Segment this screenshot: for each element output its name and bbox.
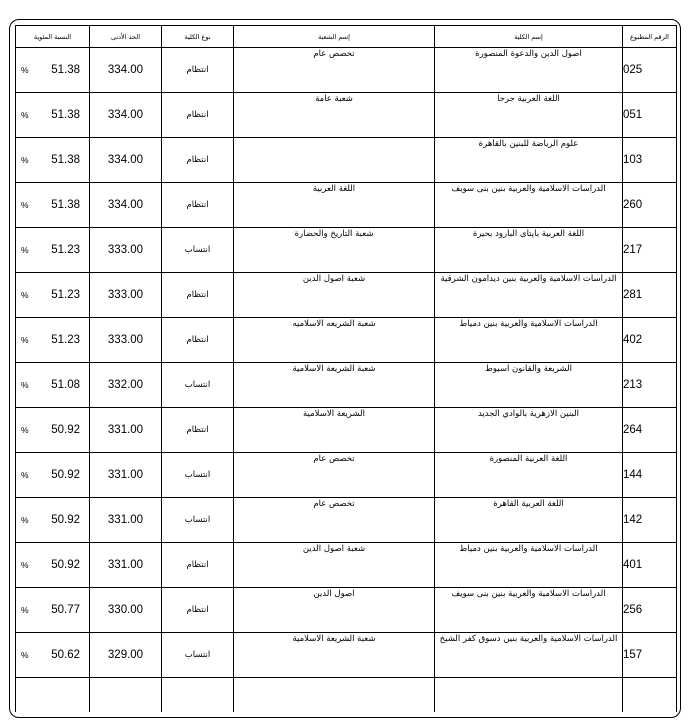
- percent-sign: %: [21, 155, 29, 165]
- percentage-value: 51.38: [51, 154, 80, 166]
- table-row: [16, 543, 677, 588]
- cell-college: اللغة العربية المنصورة: [435, 453, 623, 498]
- cell-college: اللغة العربية جرجا: [435, 93, 623, 138]
- cell-dept: اللغة العربية: [234, 183, 435, 228]
- cell-college: الدراسات الاسلامية والعربية بنين دسوق كفر الشيخ: [435, 633, 623, 678]
- percentage-wrap: [16, 244, 89, 256]
- cell-code: 103: [623, 138, 677, 183]
- cell-percentage: [16, 228, 90, 273]
- cell-dept: تخصص عام: [234, 48, 435, 93]
- filler-cell: [623, 678, 677, 713]
- cell-dept: الشريعة الاسلامية: [234, 408, 435, 453]
- cell-code: 144: [623, 453, 677, 498]
- cell-college: اللغة العربية بايتاى البارود بحيرة: [435, 228, 623, 273]
- percentage-value: 50.92: [51, 514, 80, 526]
- percentage-value: 51.23: [51, 289, 80, 301]
- cell-college: الدراسات الاسلامية والعربية بنين بنى سويف: [435, 588, 623, 633]
- header-college: إسم الكلية: [435, 26, 623, 48]
- cell-percentage: [16, 498, 90, 543]
- percentage-value: 50.92: [51, 424, 80, 436]
- cell-min-score: 332.00: [90, 363, 162, 408]
- cell-dept: تخصص عام: [234, 453, 435, 498]
- cell-min-score: 330.00: [90, 588, 162, 633]
- table-filler-row: [16, 678, 677, 713]
- table-row: [16, 453, 677, 498]
- cell-college-type: انتظام: [162, 543, 234, 588]
- percentage-wrap: [16, 109, 89, 121]
- percent-sign: %: [21, 65, 29, 75]
- table-row: [16, 138, 677, 183]
- cell-college-type: انتظام: [162, 588, 234, 633]
- cell-college: الدراسات الاسلامية والعربية بنين دمياط: [435, 543, 623, 588]
- cell-dept: [234, 138, 435, 183]
- cell-college: اصول الدين والدعوة المنصورة: [435, 48, 623, 93]
- cell-code: 402: [623, 318, 677, 363]
- percent-sign: %: [21, 335, 29, 345]
- table-row: [16, 273, 677, 318]
- cell-percentage: [16, 273, 90, 318]
- cell-percentage: [16, 183, 90, 228]
- header-row: [16, 26, 677, 48]
- cell-percentage: [16, 48, 90, 93]
- percentage-value: 50.92: [51, 559, 80, 571]
- cell-percentage: [16, 318, 90, 363]
- cell-code: 264: [623, 408, 677, 453]
- filler-cell: [234, 678, 435, 713]
- percent-sign: %: [21, 200, 29, 210]
- percentage-wrap: [16, 289, 89, 301]
- percentage-wrap: [16, 649, 89, 661]
- cell-college-type: انتظام: [162, 318, 234, 363]
- cell-college-type: انتظام: [162, 183, 234, 228]
- cell-percentage: [16, 408, 90, 453]
- percentage-wrap: [16, 514, 89, 526]
- cell-dept: شعبة الشريعة الاسلامية: [234, 363, 435, 408]
- table-body: [16, 48, 677, 713]
- percent-sign: %: [21, 560, 29, 570]
- cell-code: 213: [623, 363, 677, 408]
- percentage-value: 51.38: [51, 109, 80, 121]
- cell-code: 401: [623, 543, 677, 588]
- percentage-wrap: [16, 424, 89, 436]
- cell-college-type: انتظام: [162, 138, 234, 183]
- header-code: الرقم المطبوع: [623, 26, 677, 48]
- cell-college: علوم الرياضة للبنين بالقاهرة: [435, 138, 623, 183]
- percent-sign: %: [21, 470, 29, 480]
- cell-code: 157: [623, 633, 677, 678]
- cell-code: 025: [623, 48, 677, 93]
- cell-college: الدراسات الاسلامية والعربية بنين ديدامون الشرقية: [435, 273, 623, 318]
- cell-dept: شعبة الشريعه الاسلاميه: [234, 318, 435, 363]
- cell-college: الدراسات الاسلامية والعربية بنين دمياط: [435, 318, 623, 363]
- table-row: [16, 633, 677, 678]
- cell-min-score: 331.00: [90, 408, 162, 453]
- filler-cell: [90, 678, 162, 713]
- percent-sign: %: [21, 245, 29, 255]
- table-row: [16, 228, 677, 273]
- cell-college: الشريعة والقانون اسيوط: [435, 363, 623, 408]
- percent-sign: %: [21, 650, 29, 660]
- percentage-wrap: [16, 604, 89, 616]
- cell-percentage: [16, 138, 90, 183]
- cell-percentage: [16, 633, 90, 678]
- percentage-value: 51.38: [51, 199, 80, 211]
- percent-sign: %: [21, 110, 29, 120]
- percentage-wrap: [16, 154, 89, 166]
- percentage-wrap: [16, 469, 89, 481]
- cell-code: 051: [623, 93, 677, 138]
- table-row: [16, 588, 677, 633]
- filler-cell: [16, 678, 90, 713]
- cell-college-type: انتظام: [162, 273, 234, 318]
- table-row: [16, 363, 677, 408]
- cell-percentage: [16, 543, 90, 588]
- header-min-score: الحد الأدنى: [90, 26, 162, 48]
- percentage-value: 50.92: [51, 469, 80, 481]
- cell-code: 260: [623, 183, 677, 228]
- percentage-value: 50.62: [51, 649, 80, 661]
- cell-min-score: 334.00: [90, 183, 162, 228]
- header-college-type: نوع الكلية: [162, 26, 234, 48]
- cell-min-score: 334.00: [90, 48, 162, 93]
- cell-percentage: [16, 588, 90, 633]
- percent-sign: %: [21, 515, 29, 525]
- cell-college-type: انتظام: [162, 93, 234, 138]
- percentage-value: 51.08: [51, 379, 80, 391]
- percentage-value: 51.38: [51, 64, 80, 76]
- table-row: [16, 408, 677, 453]
- header-percentage: النسبة المئوية: [16, 26, 90, 48]
- percentage-wrap: [16, 64, 89, 76]
- cell-code: 217: [623, 228, 677, 273]
- cell-percentage: [16, 93, 90, 138]
- percentage-wrap: [16, 199, 89, 211]
- results-table: [15, 25, 677, 712]
- table-row: [16, 183, 677, 228]
- percent-sign: %: [21, 290, 29, 300]
- cell-dept: شعبة اصول الدين: [234, 543, 435, 588]
- table-row: [16, 93, 677, 138]
- cell-dept: شعبة عامة: [234, 93, 435, 138]
- cell-college-type: انتظام: [162, 48, 234, 93]
- table-row: [16, 318, 677, 363]
- percent-sign: %: [21, 425, 29, 435]
- percent-sign: %: [21, 380, 29, 390]
- filler-cell: [162, 678, 234, 713]
- cell-college-type: انتظام: [162, 408, 234, 453]
- percentage-wrap: [16, 334, 89, 346]
- cell-min-score: 333.00: [90, 273, 162, 318]
- cell-min-score: 333.00: [90, 228, 162, 273]
- cell-college: اللغة العربية القاهرة: [435, 498, 623, 543]
- table-row: [16, 48, 677, 93]
- cell-college-type: انتساب: [162, 633, 234, 678]
- cell-code: 281: [623, 273, 677, 318]
- cell-code: 142: [623, 498, 677, 543]
- table-row: [16, 498, 677, 543]
- cell-college-type: انتساب: [162, 498, 234, 543]
- cell-dept: اصول الدين: [234, 588, 435, 633]
- percentage-value: 51.23: [51, 244, 80, 256]
- cell-college: البنين الازهرية بالوادي الجديد: [435, 408, 623, 453]
- cell-dept: شعبة اصول الدين: [234, 273, 435, 318]
- percentage-wrap: [16, 379, 89, 391]
- cell-college: الدراسات الاسلامية والعربية بنين بنى سويف: [435, 183, 623, 228]
- cell-min-score: 331.00: [90, 543, 162, 588]
- percentage-value: 50.77: [51, 604, 80, 616]
- cell-code: 256: [623, 588, 677, 633]
- cell-min-score: 333.00: [90, 318, 162, 363]
- percentage-wrap: [16, 559, 89, 571]
- cell-college-type: انتساب: [162, 363, 234, 408]
- cell-percentage: [16, 363, 90, 408]
- cell-min-score: 329.00: [90, 633, 162, 678]
- cell-min-score: 331.00: [90, 453, 162, 498]
- filler-cell: [435, 678, 623, 713]
- cell-percentage: [16, 453, 90, 498]
- cell-college-type: انتساب: [162, 453, 234, 498]
- cell-min-score: 331.00: [90, 498, 162, 543]
- cell-college-type: انتساب: [162, 228, 234, 273]
- cell-dept: شعبة الشريعة الاسلامية: [234, 633, 435, 678]
- cell-dept: تخصص عام: [234, 498, 435, 543]
- cell-min-score: 334.00: [90, 138, 162, 183]
- cell-dept: شعبة التاريخ والحضارة: [234, 228, 435, 273]
- percent-sign: %: [21, 605, 29, 615]
- percentage-value: 51.23: [51, 334, 80, 346]
- cell-min-score: 334.00: [90, 93, 162, 138]
- header-dept: إسم الشعبة: [234, 26, 435, 48]
